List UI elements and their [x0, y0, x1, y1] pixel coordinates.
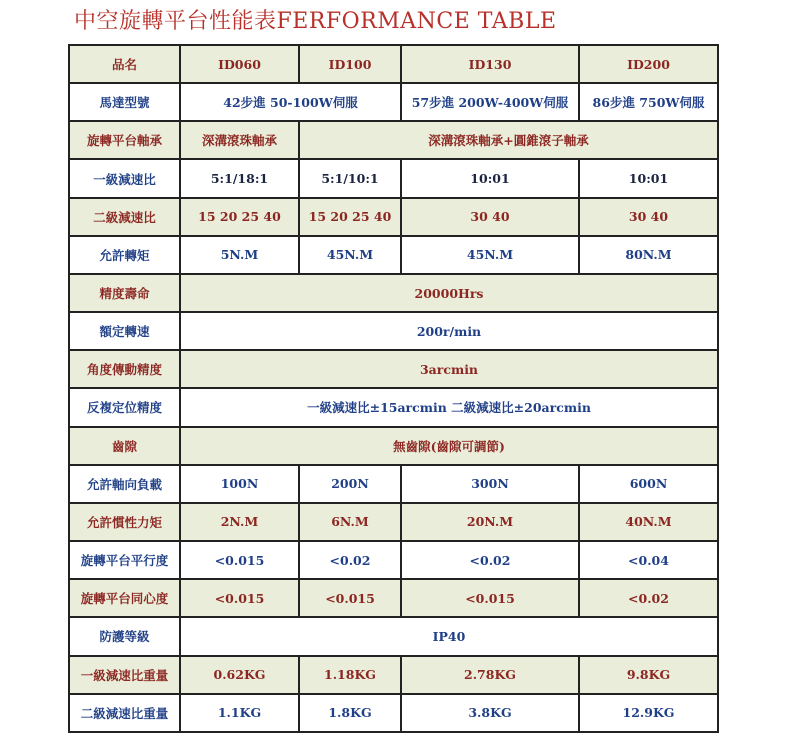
table-cell: 200r/min: [180, 312, 718, 350]
table-row: [69, 656, 718, 694]
table-cell: <0.04: [579, 541, 718, 579]
table-cell: 42步進 50-100W伺服: [180, 83, 401, 121]
table-cell: 20000Hrs: [180, 274, 718, 312]
table-cell: 1.8KG: [299, 694, 401, 732]
table-cell: 600N: [579, 465, 718, 503]
table-row: [69, 45, 718, 83]
table-cell: 6N.M: [299, 503, 401, 541]
table-row: [69, 503, 718, 541]
table-cell: <0.015: [180, 579, 299, 617]
table-cell: 80N.M: [579, 236, 718, 274]
table-row: [69, 312, 718, 350]
table-cell: <0.015: [401, 579, 579, 617]
table-row: [69, 198, 718, 236]
table-cell: 1.1KG: [180, 694, 299, 732]
table-row: [69, 159, 718, 197]
table-cell: 10:01: [579, 159, 718, 197]
table-cell: 2.78KG: [401, 656, 579, 694]
table-cell: 40N.M: [579, 503, 718, 541]
table-cell: 15 20 25 40: [299, 198, 401, 236]
table-cell: 86步進 750W伺服: [579, 83, 718, 121]
table-cell: <0.02: [579, 579, 718, 617]
table-cell: ID060: [180, 45, 299, 83]
table-row: [69, 579, 718, 617]
performance-table-body: [69, 45, 718, 732]
table-row: [69, 350, 718, 388]
row-label: 防護等級: [69, 617, 180, 655]
table-cell: <0.02: [401, 541, 579, 579]
table-cell: ID130: [401, 45, 579, 83]
table-cell: 一級減速比±15arcmin 二級減速比±20arcmin: [180, 388, 718, 426]
table-cell: 45N.M: [299, 236, 401, 274]
table-cell: 無齒隙(齒隙可調節): [180, 427, 718, 465]
row-label: 額定轉速: [69, 312, 180, 350]
row-label: 允許轉矩: [69, 236, 180, 274]
table-cell: 30 40: [401, 198, 579, 236]
row-label: 允許軸向負載: [69, 465, 180, 503]
row-label: 一級減速比重量: [69, 656, 180, 694]
row-label: 二級減速比: [69, 198, 180, 236]
row-label: 反複定位精度: [69, 388, 180, 426]
row-label: 品名: [69, 45, 180, 83]
table-cell: 5:1/10:1: [299, 159, 401, 197]
table-cell: 3.8KG: [401, 694, 579, 732]
row-label: 馬達型號: [69, 83, 180, 121]
table-cell: 300N: [401, 465, 579, 503]
row-label: 旋轉平台平行度: [69, 541, 180, 579]
table-cell: 20N.M: [401, 503, 579, 541]
table-cell: ID200: [579, 45, 718, 83]
table-row: [69, 274, 718, 312]
row-label: 一級減速比: [69, 159, 180, 197]
table-cell: 10:01: [401, 159, 579, 197]
table-row: [69, 617, 718, 655]
table-cell: 30 40: [579, 198, 718, 236]
table-row: [69, 121, 718, 159]
row-label: 角度傳動精度: [69, 350, 180, 388]
table-cell: 深溝滾珠軸承: [180, 121, 299, 159]
page-title: 中空旋轉平台性能表FERFORMANCE TABLE: [74, 9, 557, 34]
row-label: 旋轉平台同心度: [69, 579, 180, 617]
table-cell: 5:1/18:1: [180, 159, 299, 197]
row-label: 旋轉平台軸承: [69, 121, 180, 159]
table-cell: 2N.M: [180, 503, 299, 541]
performance-table: [68, 44, 719, 733]
table-cell: 0.62KG: [180, 656, 299, 694]
table-cell: IP40: [180, 617, 718, 655]
table-cell: 15 20 25 40: [180, 198, 299, 236]
table-cell: 1.18KG: [299, 656, 401, 694]
table-row: [69, 236, 718, 274]
table-row: [69, 694, 718, 732]
row-label: 二級減速比重量: [69, 694, 180, 732]
table-cell: 深溝滾珠軸承+圓錐滾子軸承: [299, 121, 718, 159]
table-row: [69, 541, 718, 579]
table-cell: <0.015: [180, 541, 299, 579]
table-cell: 5N.M: [180, 236, 299, 274]
table-row: [69, 388, 718, 426]
table-cell: 9.8KG: [579, 656, 718, 694]
row-label: 允許慣性力矩: [69, 503, 180, 541]
table-cell: <0.015: [299, 579, 401, 617]
table-cell: ID100: [299, 45, 401, 83]
table-cell: 57步進 200W-400W伺服: [401, 83, 579, 121]
table-row: [69, 427, 718, 465]
row-label: 齒隙: [69, 427, 180, 465]
table-cell: 45N.M: [401, 236, 579, 274]
table-cell: 100N: [180, 465, 299, 503]
table-row: [69, 83, 718, 121]
table-cell: 12.9KG: [579, 694, 718, 732]
table-cell: 200N: [299, 465, 401, 503]
row-label: 精度壽命: [69, 274, 180, 312]
table-cell: <0.02: [299, 541, 401, 579]
table-cell: 3arcmin: [180, 350, 718, 388]
table-row: [69, 465, 718, 503]
